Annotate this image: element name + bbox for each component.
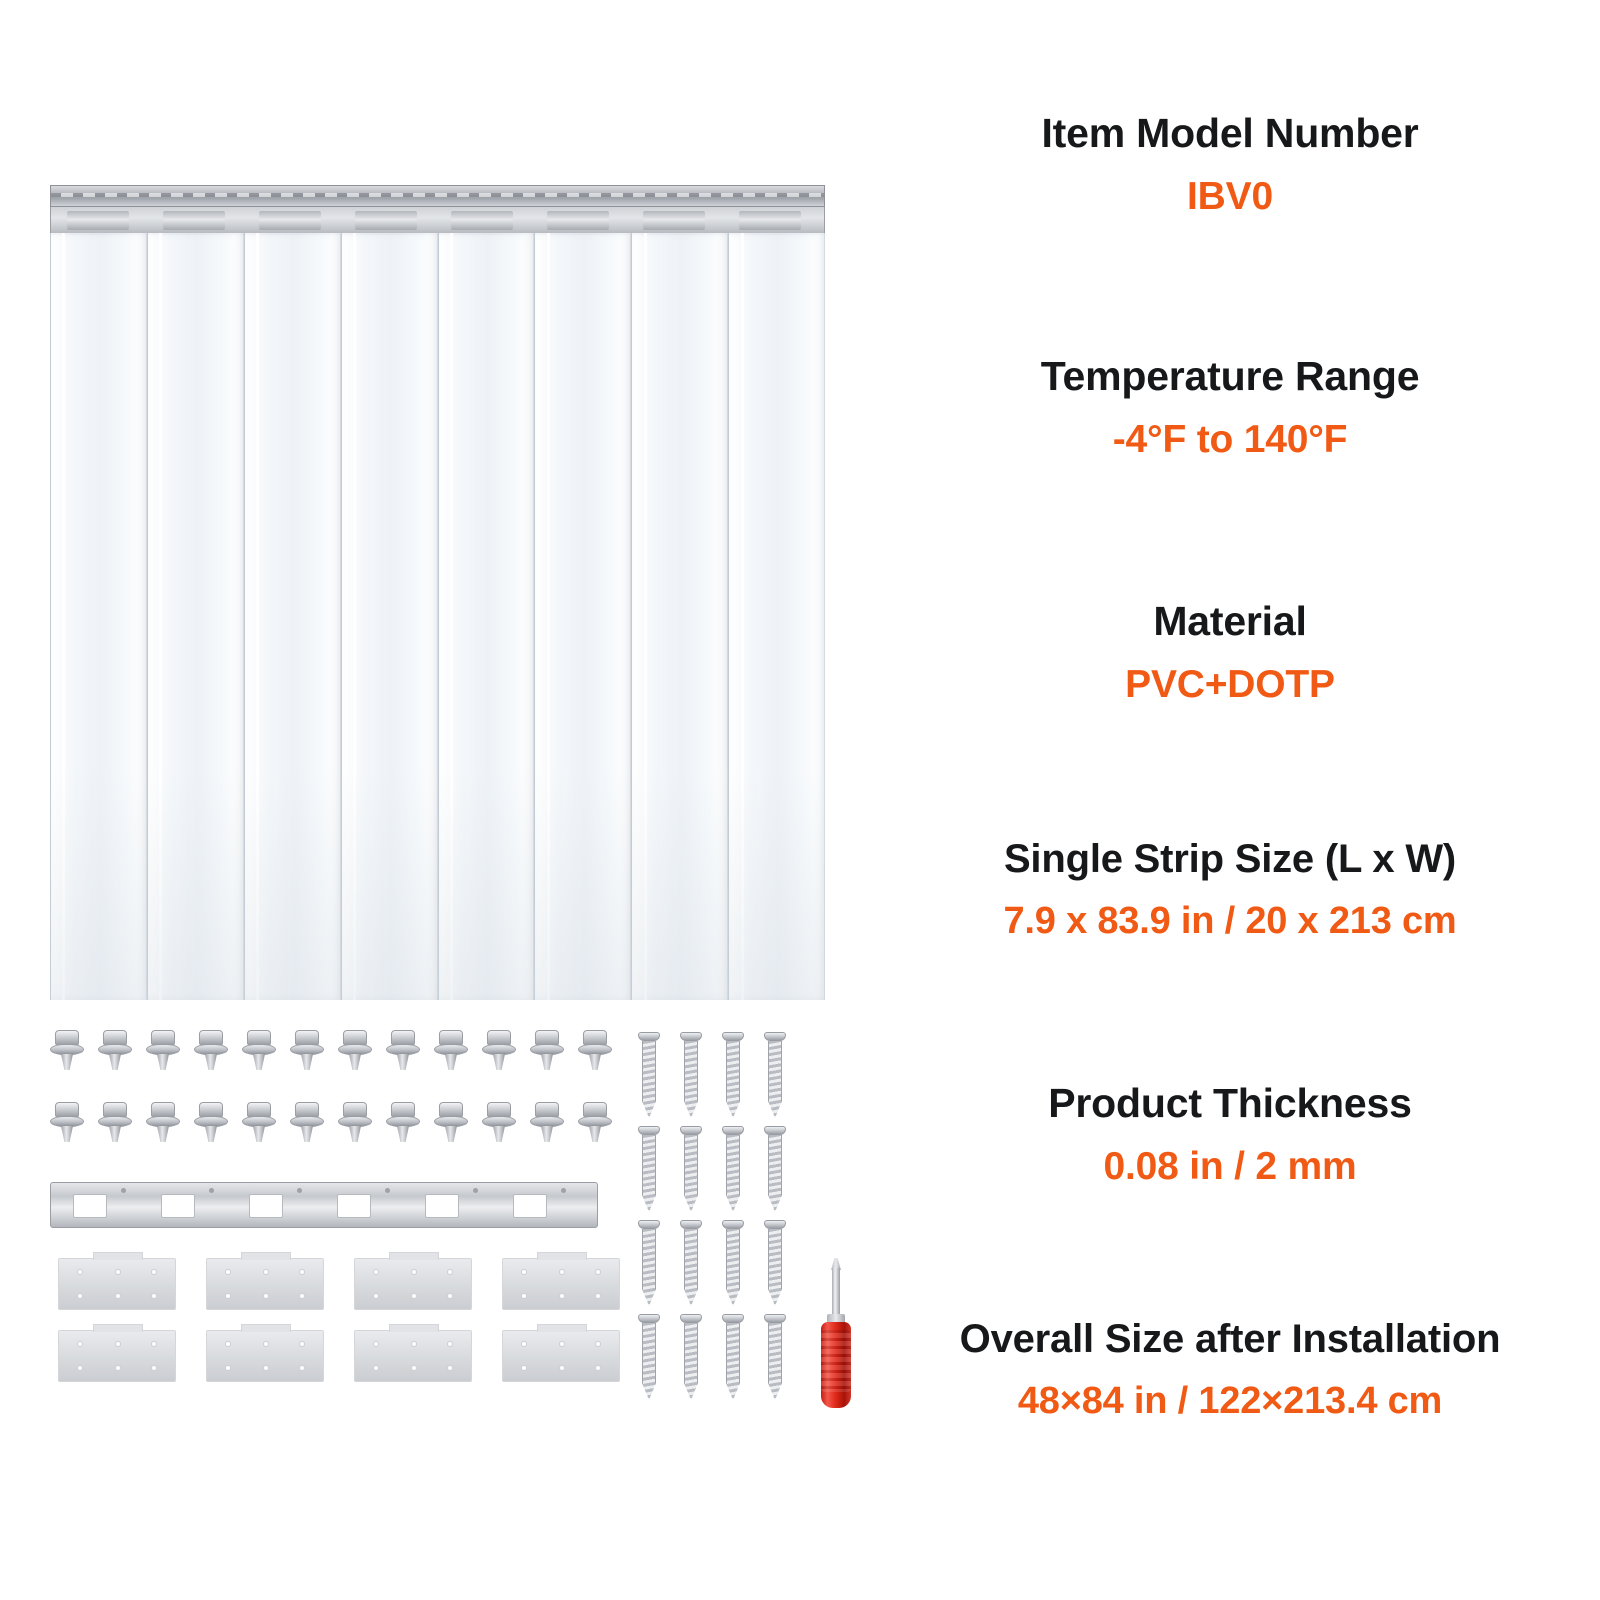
bolt [578,1030,612,1070]
spec-label: Overall Size after Installation [959,1317,1501,1361]
curtain-strip [244,233,341,1000]
bolt [194,1030,228,1070]
screw [722,1220,744,1306]
bolt [290,1102,324,1142]
bolt [194,1102,228,1142]
curtain-strip [631,233,728,1000]
bolt [98,1030,132,1070]
curtain-bracket [547,211,609,230]
spec-item-material [860,600,1600,706]
bolt [98,1102,132,1142]
bolt [338,1030,372,1070]
curtain-strip [341,233,438,1000]
spec-label: Product Thickness [1048,1080,1412,1126]
curtain-bracket [451,211,513,230]
spec-value: PVC+DOTP [1125,663,1335,707]
screwdriver-handle [821,1322,851,1408]
curtain-strip [728,233,825,1000]
specification-list [860,0,1600,1600]
screw [722,1032,744,1118]
mounting-plate [502,1330,620,1382]
bolt [530,1030,564,1070]
curtain-strip [147,233,244,1000]
bolt [434,1030,468,1070]
curtain-strips [50,233,825,1000]
bolt [482,1030,516,1070]
curtain-mounting-bar [50,207,825,235]
curtain-bracket [259,211,321,230]
spec-label: Item Model Number [1041,110,1419,156]
screw [764,1314,786,1400]
screw [764,1032,786,1118]
spec-label: Single Strip Size (L x W) [1003,837,1457,881]
screwdriver-shaft [832,1268,840,1316]
spec-value: IBV0 [1187,175,1273,219]
screw [722,1314,744,1400]
bolt [530,1102,564,1142]
mounting-plate [354,1330,472,1382]
screw [680,1032,702,1118]
mounting-plate [502,1258,620,1310]
screw [764,1126,786,1212]
curtain-top-rail [50,185,825,207]
spec-item-product-thickness [860,1082,1600,1188]
bolt [386,1030,420,1070]
mounting-plate [58,1258,176,1310]
mounting-plate [206,1258,324,1310]
bolt [50,1102,84,1142]
bolt [242,1030,276,1070]
bolt [482,1102,516,1142]
screw [638,1032,660,1118]
screw [638,1220,660,1306]
spec-label: Material [1153,598,1307,644]
curtain-strip [438,233,535,1000]
spec-value: 0.08 in / 2 mm [1103,1145,1357,1189]
curtain-strip [50,233,147,1000]
spec-item-single-strip-size [860,838,1600,942]
spec-label: Temperature Range [1040,353,1420,399]
bolt [146,1030,180,1070]
bolt [290,1030,324,1070]
bolt [242,1102,276,1142]
screw [680,1220,702,1306]
mounting-rail [50,1182,598,1228]
curtain-bracket [739,211,801,230]
spec-item-model-number [860,112,1600,218]
bolt [338,1102,372,1142]
screw [680,1314,702,1400]
bolt [578,1102,612,1142]
mounting-plate [354,1258,472,1310]
screw [764,1220,786,1306]
screw [638,1314,660,1400]
bolt [434,1102,468,1142]
spec-value: 7.9 x 83.9 in / 20 x 213 cm [1003,900,1457,942]
bolt [146,1102,180,1142]
curtain-bracket [67,211,129,230]
spec-value: 48×84 in / 122×213.4 cm [1017,1380,1443,1422]
spec-value: -4°F to 140°F [1112,418,1348,462]
curtain-bracket [643,211,705,230]
screw [680,1126,702,1212]
screw [722,1126,744,1212]
bolt [50,1030,84,1070]
curtain-bracket [163,211,225,230]
hardware-kit [40,1030,860,1410]
curtain-bracket [355,211,417,230]
screwdriver [815,1258,857,1408]
mounting-plate [206,1330,324,1382]
bolt [386,1102,420,1142]
curtain-strip [534,233,631,1000]
screw [638,1126,660,1212]
mounting-plate [58,1330,176,1382]
spec-item-temperature-range [860,355,1600,461]
spec-item-overall-size [860,1318,1600,1422]
pvc-strip-curtain [50,185,825,1000]
